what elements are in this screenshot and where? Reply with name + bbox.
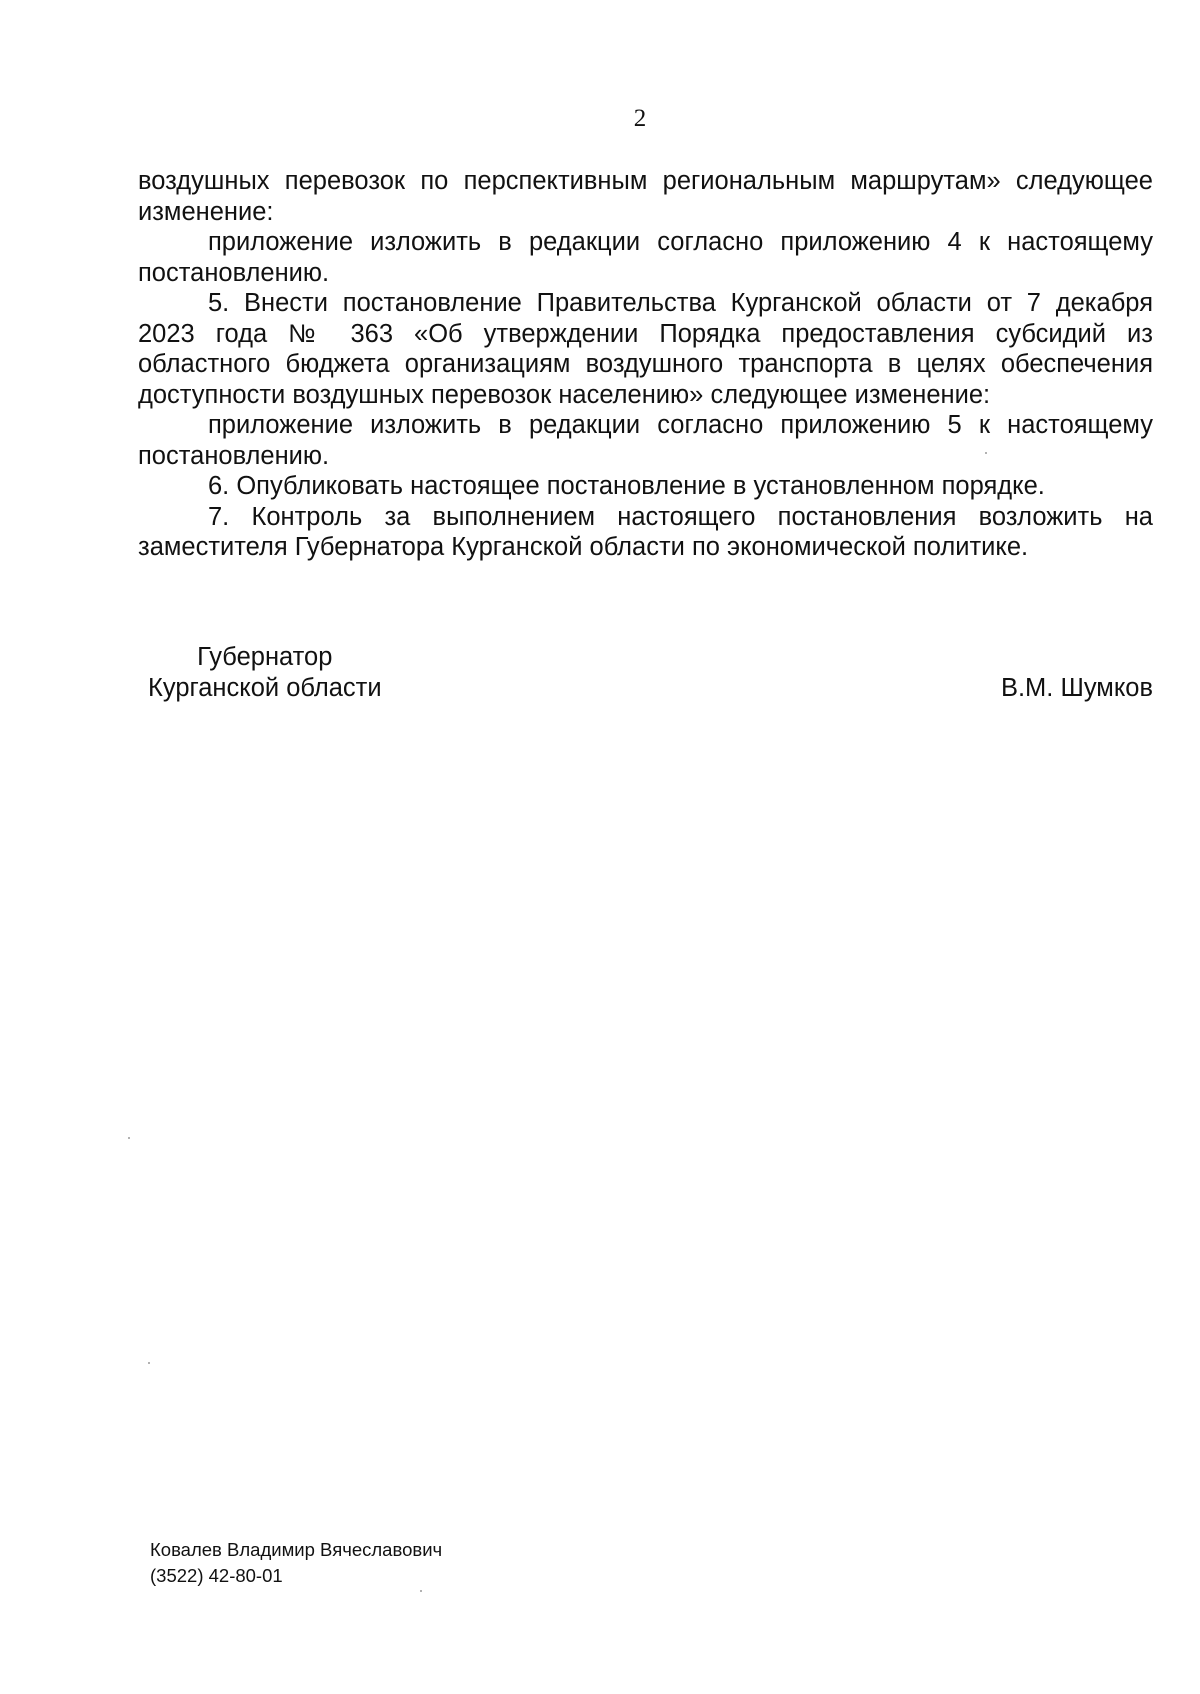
page-number: 2 bbox=[633, 105, 647, 132]
signatory-name: В.М. Шумков bbox=[1000, 674, 1153, 702]
scan-speck bbox=[420, 1590, 422, 1592]
executor-name: Ковалев Владимир Вячеславович bbox=[150, 1539, 443, 1560]
scan-speck bbox=[148, 1362, 150, 1364]
executor-phone: (3522) 42-80-01 bbox=[150, 1565, 283, 1586]
scan-speck bbox=[985, 452, 987, 454]
document-body bbox=[138, 166, 1153, 563]
signatory-position-region: Курганской области bbox=[148, 674, 382, 702]
paragraph-item-6: 6. Опубликовать настоящее постановление в установленном порядке. bbox=[208, 472, 1045, 500]
executor-contact bbox=[150, 1537, 442, 1589]
paragraph-annex-4: приложение изложить в редакции согласно приложению 4 к настоящему постановлению. bbox=[138, 228, 1153, 287]
signatory-position bbox=[148, 642, 382, 704]
signatory-position-title: Губернатор bbox=[197, 643, 333, 671]
scan-speck bbox=[128, 1137, 130, 1139]
paragraph-item-7: 7. Контроль за выполнением настоящего постановления возложить на заместителя Губернатора Курганской области по экономической политике. bbox=[138, 502, 1153, 561]
signature-block bbox=[138, 642, 1153, 712]
paragraph-item-5: 5. Внести постановление Правительства Курганской области от 7 декабря 2023 года № 363 «Об утверждении Порядка предоставления субсидий из областного бюджета организациям воздушного транспорта в целях обеспечения доступности воздушных перевозок населению» следующее изменение: bbox=[138, 289, 1153, 409]
paragraph-continuation: воздушных перевозок по перспективным региональным маршрутам» следующее изменение: bbox=[138, 167, 1153, 226]
paragraph-annex-5: приложение изложить в редакции согласно приложению 5 к настоящему постановлению. bbox=[138, 411, 1153, 470]
